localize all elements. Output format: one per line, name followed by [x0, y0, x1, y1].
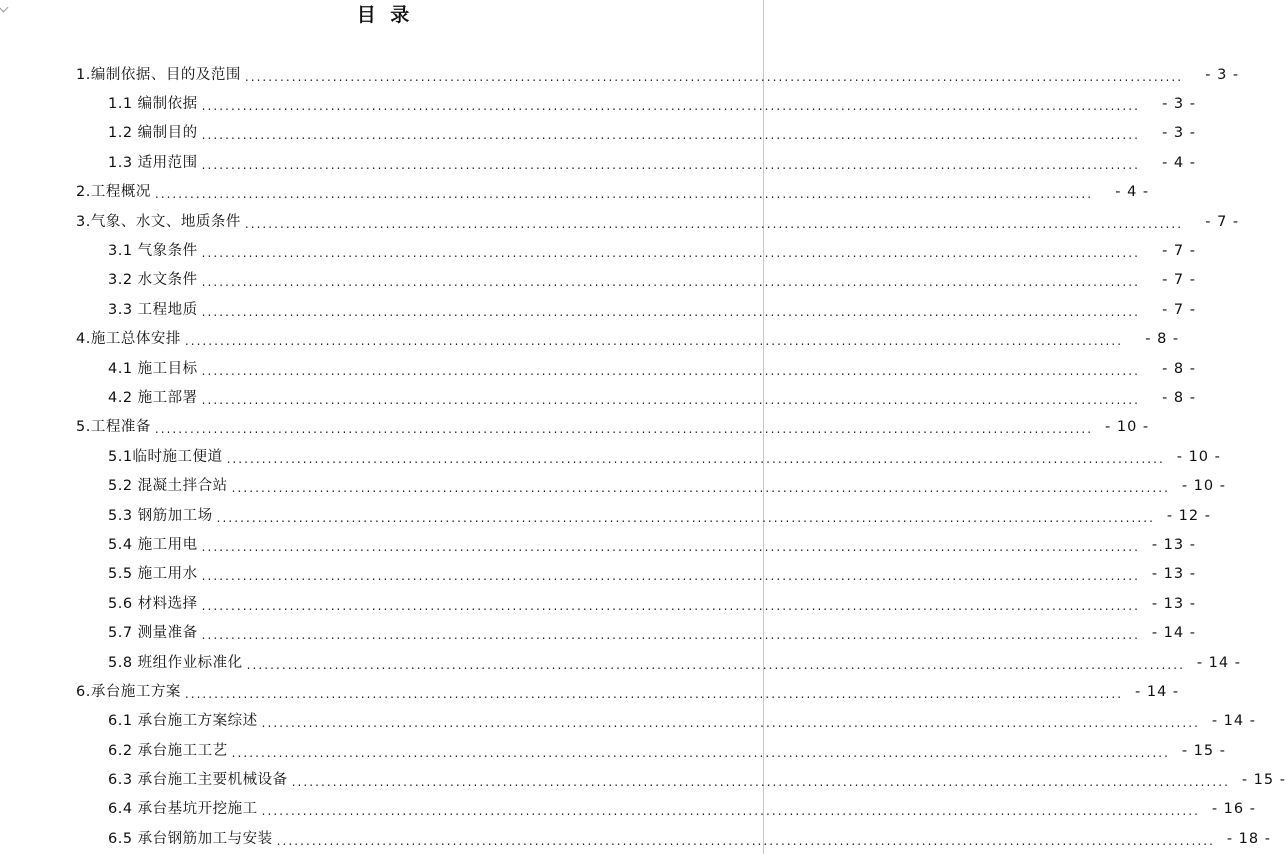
dot-leader: ................................................................................................................................................................: [184, 686, 1124, 701]
toc-entry-label[interactable]: 6.2 承台施工工艺: [108, 742, 228, 759]
toc-entry[interactable]: [0, 530, 1196, 559]
toc-entry-label[interactable]: 3.气象、水文、地质条件: [76, 213, 241, 230]
toc-entry-label[interactable]: 5.3 钢筋加工场: [108, 507, 213, 524]
toc-entry[interactable]: [0, 442, 1221, 471]
toc-entry-label[interactable]: 4.施工总体安排: [76, 331, 181, 348]
dot-leader: ................................................................................................................................................................: [201, 157, 1140, 172]
toc-entry-label[interactable]: 1.编制依据、目的及范围: [76, 66, 241, 83]
toc-entry-page-number[interactable]: - 3 -: [1205, 66, 1240, 83]
toc-entry[interactable]: [0, 765, 1286, 794]
dot-leader: ................................................................................................................................................................: [201, 304, 1140, 319]
dot-leader: ................................................................................................................................................................: [201, 598, 1140, 613]
dot-leader: ................................................................................................................................................................: [154, 422, 1094, 437]
toc-entry[interactable]: [0, 148, 1196, 177]
toc-entry-label[interactable]: 6.4 承台基坑开挖施工: [108, 801, 258, 818]
toc-entry-page-number[interactable]: - 13 -: [1151, 536, 1196, 553]
dot-leader: ................................................................................................................................................................: [216, 510, 1155, 525]
toc-entry-page-number[interactable]: - 7 -: [1162, 272, 1196, 289]
toc-entry-page-number[interactable]: - 16 -: [1211, 801, 1256, 818]
dot-leader: ................................................................................................................................................................: [201, 392, 1140, 407]
toc-entry[interactable]: [0, 501, 1211, 530]
toc-entry-page-number[interactable]: - 3 -: [1162, 125, 1196, 142]
toc-entry[interactable]: [0, 413, 1150, 442]
toc-entry[interactable]: [0, 824, 1271, 853]
dot-leader: ................................................................................................................................................................: [276, 833, 1215, 848]
toc-entry-page-number[interactable]: - 10 -: [1105, 419, 1150, 436]
toc-entry-label[interactable]: 5.1临时施工便道: [108, 448, 223, 465]
toc-entry[interactable]: [0, 119, 1196, 148]
toc-entry-label[interactable]: 4.1 施工目标: [108, 360, 198, 377]
toc-entry-label[interactable]: 6.承台施工方案: [76, 683, 181, 700]
toc-entry[interactable]: [0, 471, 1226, 500]
dot-leader: ................................................................................................................................................................: [291, 775, 1230, 790]
toc-entry[interactable]: [0, 178, 1150, 207]
toc-entry-label[interactable]: 6.3 承台施工主要机械设备: [108, 772, 288, 789]
toc-entry-page-number[interactable]: - 10 -: [1176, 448, 1221, 465]
toc-entry-page-number[interactable]: - 3 -: [1162, 96, 1196, 113]
toc-entry-label[interactable]: 5.7 测量准备: [108, 625, 198, 642]
table-of-contents: [0, 60, 1286, 854]
dot-leader: ................................................................................................................................................................: [201, 539, 1140, 554]
toc-entry-page-number[interactable]: - 7 -: [1162, 243, 1196, 260]
toc-entry-page-number[interactable]: - 7 -: [1205, 213, 1240, 230]
dot-leader: ................................................................................................................................................................: [154, 187, 1094, 202]
dot-leader: ................................................................................................................................................................: [201, 628, 1140, 643]
toc-entry-label[interactable]: 3.3 工程地质: [108, 301, 198, 318]
toc-entry[interactable]: [0, 207, 1240, 236]
toc-entry[interactable]: [0, 236, 1196, 265]
toc-entry-page-number[interactable]: - 15 -: [1241, 772, 1286, 789]
toc-entry-label[interactable]: 5.5 施工用水: [108, 566, 198, 583]
dot-leader: ................................................................................................................................................................: [261, 804, 1200, 819]
toc-entry[interactable]: [0, 677, 1180, 706]
toc-entry[interactable]: [0, 383, 1196, 412]
toc-entry-page-number[interactable]: - 8 -: [1145, 331, 1180, 348]
toc-entry-page-number[interactable]: - 18 -: [1226, 830, 1271, 847]
toc-entry[interactable]: [0, 648, 1241, 677]
toc-entry[interactable]: [0, 60, 1240, 89]
toc-entry-label[interactable]: 3.1 气象条件: [108, 243, 198, 260]
toc-entry-page-number[interactable]: - 15 -: [1181, 742, 1226, 759]
toc-entry[interactable]: [0, 354, 1196, 383]
toc-entry-page-number[interactable]: - 12 -: [1166, 507, 1211, 524]
dot-leader: ................................................................................................................................................................: [244, 69, 1184, 84]
dot-leader: ................................................................................................................................................................: [244, 216, 1184, 231]
toc-entry[interactable]: [0, 325, 1180, 354]
toc-entry-label[interactable]: 5.6 材料选择: [108, 595, 198, 612]
dot-leader: ................................................................................................................................................................: [246, 657, 1185, 672]
dot-leader: ................................................................................................................................................................: [261, 716, 1200, 731]
dot-leader: ................................................................................................................................................................: [231, 481, 1170, 496]
toc-entry-label[interactable]: 3.2 水文条件: [108, 272, 198, 289]
toc-entry-page-number[interactable]: - 8 -: [1162, 360, 1196, 377]
toc-entry-page-number[interactable]: - 4 -: [1115, 184, 1150, 201]
toc-entry-label[interactable]: 1.3 适用范围: [108, 154, 198, 171]
toc-entry[interactable]: [0, 618, 1196, 647]
toc-entry[interactable]: [0, 295, 1196, 324]
dot-leader: ................................................................................................................................................................: [201, 569, 1140, 584]
toc-entry-label[interactable]: 5.工程准备: [76, 419, 151, 436]
toc-entry-label[interactable]: 4.2 施工部署: [108, 389, 198, 406]
dot-leader: ................................................................................................................................................................: [184, 334, 1124, 349]
dot-leader: ................................................................................................................................................................: [226, 451, 1165, 466]
toc-entry-label[interactable]: 6.5 承台钢筋加工与安装: [108, 830, 273, 847]
toc-entry[interactable]: [0, 795, 1256, 824]
dot-leader: ................................................................................................................................................................: [201, 128, 1140, 143]
toc-entry[interactable]: [0, 736, 1226, 765]
toc-entry-label[interactable]: 1.2 编制目的: [108, 125, 198, 142]
dot-leader: ................................................................................................................................................................: [201, 275, 1140, 290]
toc-entry-page-number[interactable]: - 8 -: [1162, 389, 1196, 406]
toc-entry-page-number[interactable]: - 14 -: [1211, 713, 1256, 730]
toc-entry-page-number[interactable]: - 13 -: [1151, 595, 1196, 612]
toc-entry-page-number[interactable]: - 10 -: [1181, 478, 1226, 495]
toc-entry-label[interactable]: 2.工程概况: [76, 184, 151, 201]
dot-leader: ................................................................................................................................................................: [201, 246, 1140, 261]
toc-entry[interactable]: [0, 89, 1196, 118]
toc-entry-page-number[interactable]: - 14 -: [1151, 625, 1196, 642]
toc-entry-label[interactable]: 6.1 承台施工方案综述: [108, 713, 258, 730]
toc-entry[interactable]: [0, 560, 1196, 589]
dot-leader: ................................................................................................................................................................: [201, 99, 1140, 114]
dot-leader: ................................................................................................................................................................: [231, 745, 1170, 760]
toc-entry-label[interactable]: 1.1 编制依据: [108, 96, 198, 113]
toc-entry-page-number[interactable]: - 14 -: [1196, 654, 1241, 671]
toc-entry-page-number[interactable]: - 7 -: [1162, 301, 1196, 318]
toc-entry-label[interactable]: 5.2 混凝土拌合站: [108, 478, 228, 495]
toc-entry[interactable]: [0, 707, 1256, 736]
dot-leader: ................................................................................................................................................................: [201, 363, 1140, 378]
toc-entry-label[interactable]: 5.4 施工用电: [108, 536, 198, 553]
toc-entry-page-number[interactable]: - 14 -: [1135, 683, 1180, 700]
toc-entry[interactable]: [0, 266, 1196, 295]
toc-entry-page-number[interactable]: - 13 -: [1151, 566, 1196, 583]
toc-entry-label[interactable]: 5.8 班组作业标准化: [108, 654, 243, 671]
toc-title: 目 录: [356, 4, 414, 26]
toc-entry[interactable]: [0, 589, 1196, 618]
toc-entry-page-number[interactable]: - 4 -: [1162, 154, 1196, 171]
